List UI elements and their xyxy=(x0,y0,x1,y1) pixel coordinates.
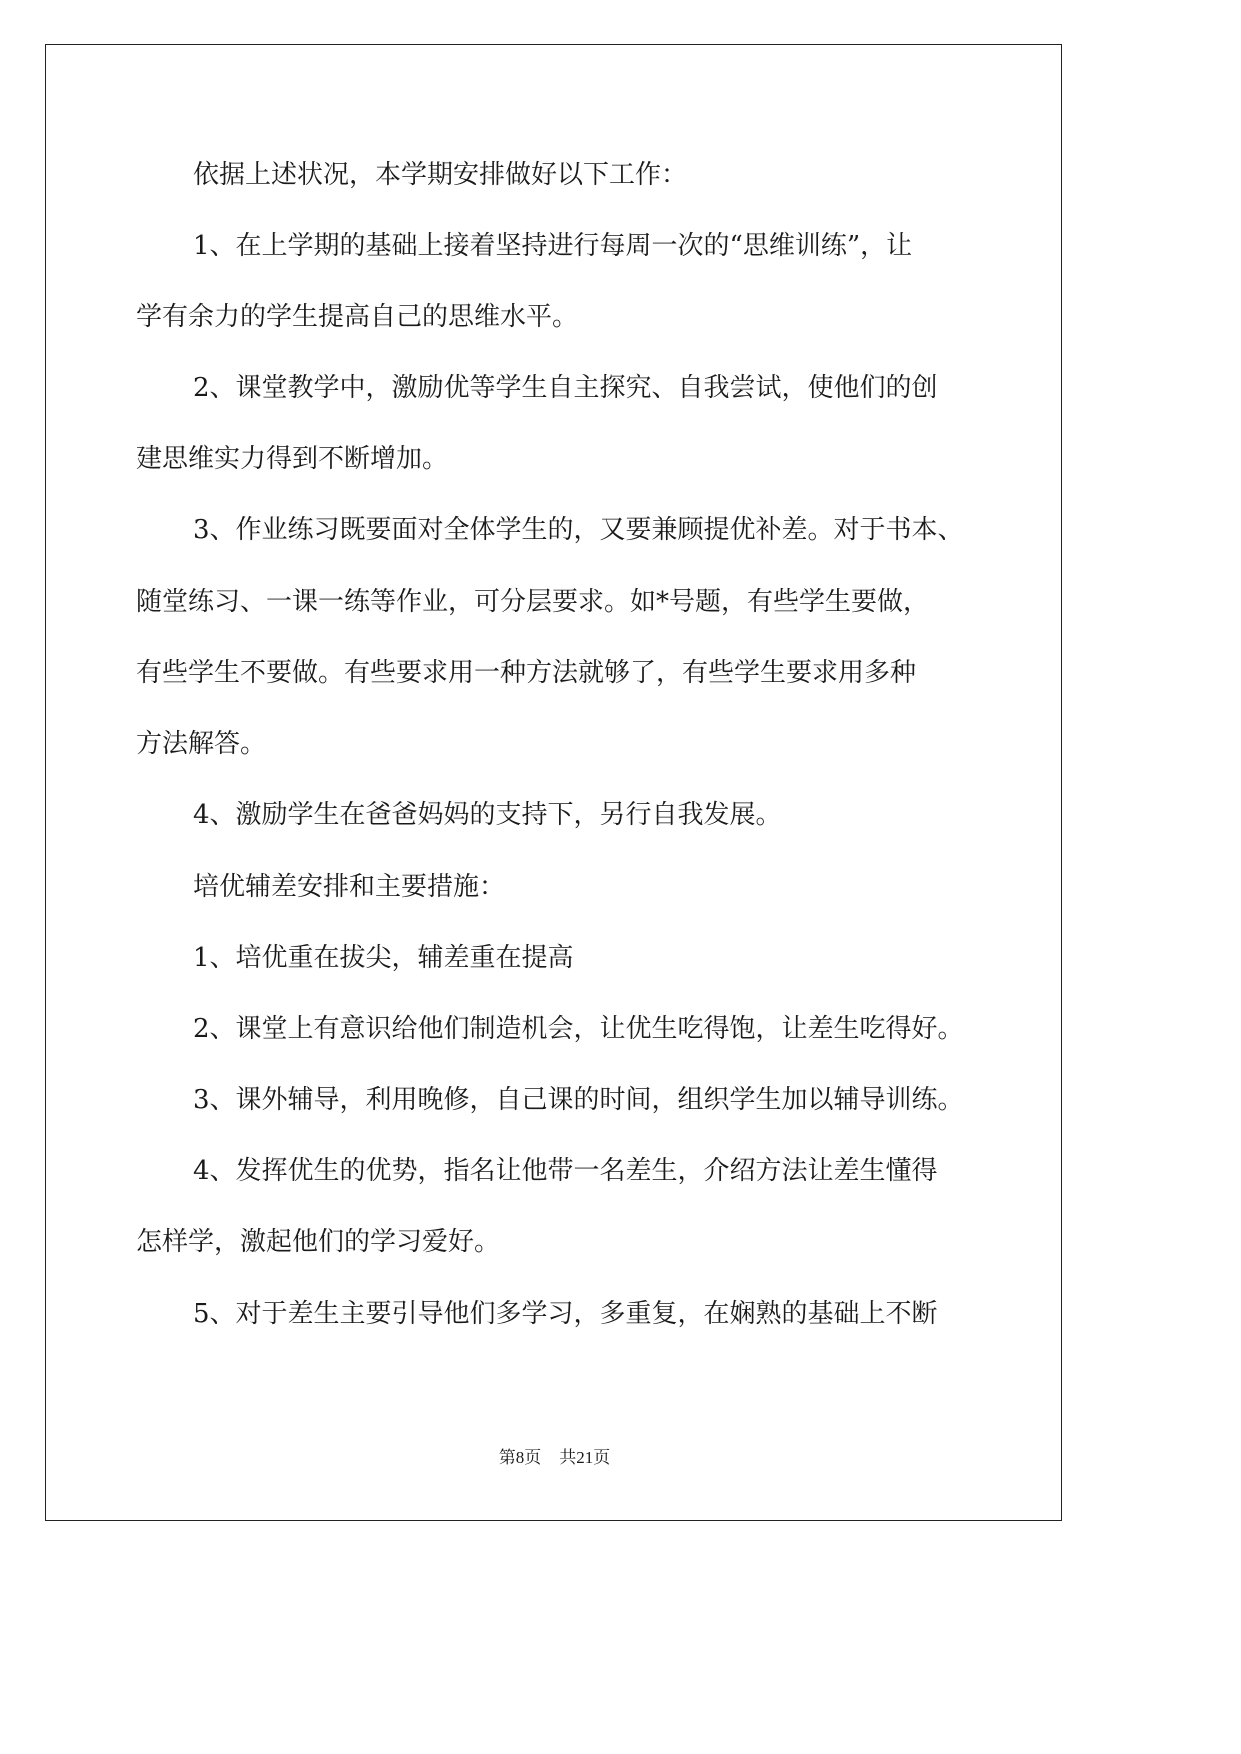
paragraph-line: 2、课堂教学中，激励优等学生自主探究、自我尝试，使他们的创 xyxy=(193,373,938,403)
paragraph-line: 3、作业练习既要面对全体学生的，又要兼顾提优补差。对于书本、 xyxy=(193,515,964,545)
current-page-label: 第8页 xyxy=(498,1448,542,1467)
paragraph-line: 5、对于差生主要引导他们多学习，多重复，在娴熟的基础上不断 xyxy=(193,1299,938,1329)
paragraph-line: 2、课堂上有意识给他们制造机会，让优生吃得饱，让差生吃得好。 xyxy=(193,1014,964,1044)
paragraph-line: 4、激励学生在爸爸妈妈的支持下，另行自我发展。 xyxy=(193,800,782,830)
paragraph-line: 依据上述状况，本学期安排做好以下工作： xyxy=(193,160,688,190)
paragraph-line: 方法解答。 xyxy=(136,729,267,759)
paragraph-line: 有些学生不要做。有些要求用一种方法就够了，有些学生要求用多种 xyxy=(136,658,917,688)
paragraph-line: 随堂练习、一课一练等作业，可分层要求。如*号题，有些学生要做， xyxy=(136,587,930,617)
paragraph-line: 培优辅差安排和主要措施： xyxy=(193,872,506,902)
paragraph-line: 建思维实力得到不断增加。 xyxy=(136,444,449,474)
paragraph-line: 学有余力的学生提高自己的思维水平。 xyxy=(136,302,579,332)
page-footer xyxy=(0,1443,1109,1468)
paragraph-line: 1、培优重在拔尖，辅差重在提高 xyxy=(193,943,574,973)
paragraph-line: 4、发挥优生的优势，指名让他带一名差生，介绍方法让差生懂得 xyxy=(193,1156,938,1186)
paragraph-line: 1、在上学期的基础上接着坚持进行每周一次的“思维训练”，让 xyxy=(193,231,913,261)
paragraph-line: 3、课外辅导，利用晚修，自己课的时间，组织学生加以辅导训练。 xyxy=(193,1085,964,1115)
paragraph-line: 怎样学，激起他们的学习爱好。 xyxy=(136,1227,501,1257)
total-pages-label: 共21页 xyxy=(559,1448,611,1467)
